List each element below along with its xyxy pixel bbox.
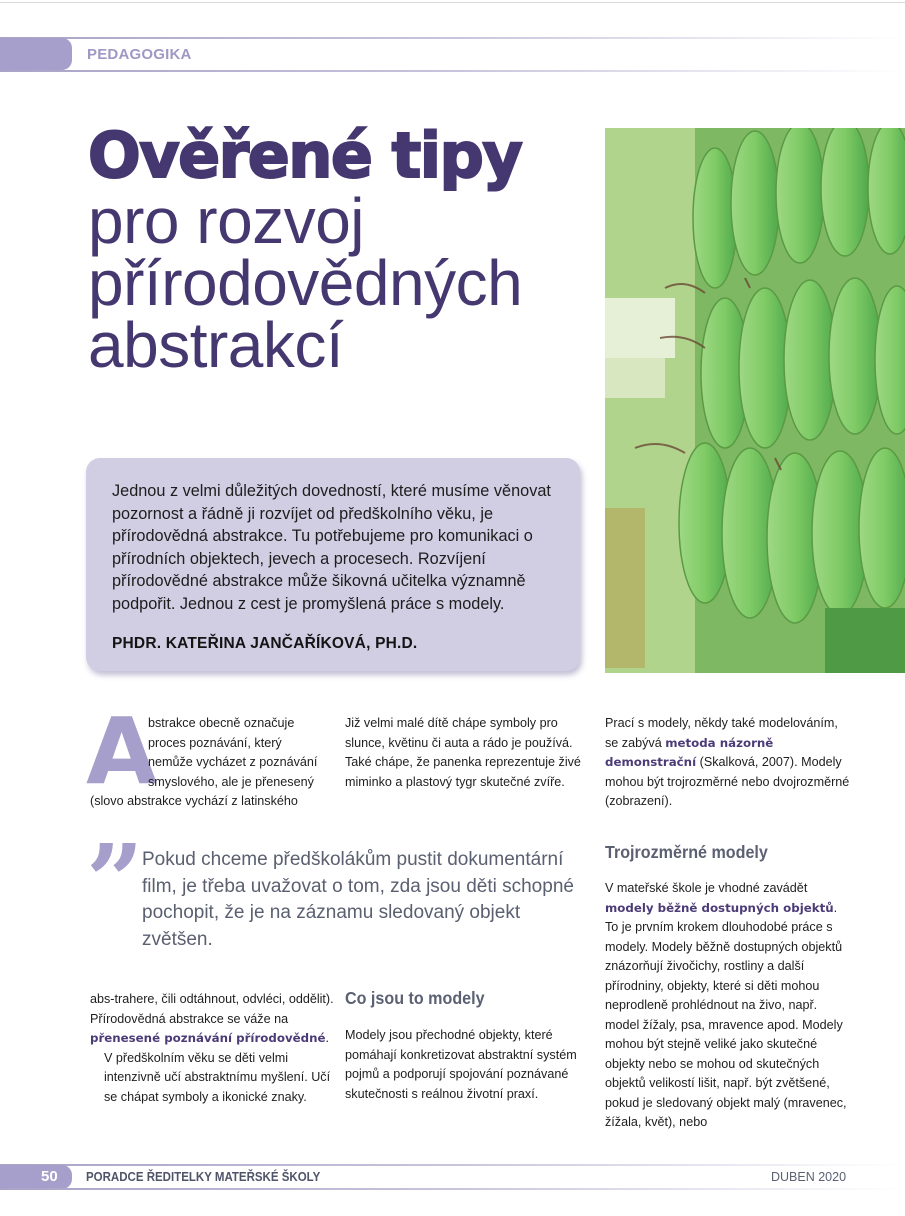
text-line: proces poznávání, který — [148, 735, 282, 750]
text-run: Prací s modely, někdy také modelováním, se zabývá — [605, 716, 838, 750]
paragraph — [605, 714, 850, 812]
section-tab — [0, 38, 72, 70]
text-line: smyslového, ale je přenesený — [148, 774, 314, 789]
column-1-intro — [90, 714, 340, 812]
lead-paragraph: Jednou z velmi důležitých dovedností, které musíme věnovat pozornost a řádně ji rozvíjet od předškolního věku, je přírodovědná abstrakce. Tu potřebujeme pro komunikaci o přírodních objektech, jevech a procesech. Rozvíjení přírodovědné abstrakce může šikovná učitelka významně podpořit. Jednou z cest je promyšlená práce s modely. — [112, 482, 551, 613]
column-2-intro — [345, 714, 590, 792]
text-run: (Skalková, 2007). Modely mohou být trojrozměrné nebo dvojrozměrné (zobrazení). — [605, 755, 850, 808]
author-byline: PHDR. KATEŘINA JANČAŘÍKOVÁ, PH.D. — [112, 635, 418, 652]
paragraph: Modely jsou přechodné objekty, které pomáhají konkretizovat abstraktní systém pojmů a podporují spojování poznávané skutečnosti s reálnou životní praxí. — [345, 1028, 577, 1101]
page-footer — [0, 1164, 905, 1190]
text-run: abs-trahere, čili odtáhnout, odvléci, oddělit). Přírodovědná abstrakce se váže na — [90, 992, 334, 1026]
section-header — [0, 37, 905, 72]
text-run: V mateřské škole je vhodné zavádět — [605, 881, 808, 895]
section-label: PEDAGOGIKA — [87, 46, 192, 63]
pull-quote: Pokud chceme předškolákům pustit dokumentární film, je třeba uvažovat o tom, zda jsou děti schopné pochopit, že je na záznamu sledovaný objekt zvětšen. — [142, 849, 574, 950]
page-number-tab — [0, 1165, 72, 1189]
text-line: bstrakce obecně označuje — [148, 716, 295, 730]
drop-cap: A — [86, 698, 158, 805]
header-rule-top — [0, 37, 905, 39]
text-run: . — [325, 1031, 329, 1045]
banana-photo — [605, 128, 905, 673]
footer-rule-bottom — [0, 1188, 905, 1190]
title-line-2: pro rozvoj — [88, 185, 364, 257]
keyword-highlight: modely běžně dostupných objektů — [605, 900, 834, 915]
header-rule-bottom — [0, 70, 905, 72]
column-2-continued — [345, 1026, 590, 1104]
paragraph — [605, 879, 850, 1133]
subhead-3d-models: Trojrozměrné modely — [605, 842, 768, 862]
article-title — [88, 119, 523, 381]
page-number: 50 — [41, 1168, 58, 1185]
subhead-what-are-models: Co jsou to modely — [345, 988, 485, 1008]
paragraph: V předškolním věku se děti velmi intenzivně učí abstraktnímu myšlení. Učí se chápat symboly a ikonické znaky. — [104, 1050, 331, 1104]
title-line-4: abstrakcí — [88, 309, 344, 381]
title-line-1: Ověřené tipy — [88, 119, 522, 192]
banana-illustration-icon — [605, 128, 905, 673]
column-1-continued — [90, 990, 340, 1107]
paragraph: Již velmi malé dítě chápe symboly pro slunce, květinu či auta a rádo je používá. Také chápe, že panenka reprezentuje živé miminko a plastový tygr skutečné zvíře. — [345, 716, 581, 789]
publication-title: PORADCE ŘEDITELKY MATEŘSKÉ ŠKOLY — [86, 1170, 321, 1184]
keyword-highlight: přenesené poznávání přírodovědné — [90, 1031, 326, 1045]
footer-rule-top — [0, 1164, 905, 1166]
quote-mark-icon: ” — [86, 822, 144, 940]
issue-date: DUBEN 2020 — [771, 1170, 847, 1184]
column-3-continued — [605, 879, 850, 1133]
top-rule — [0, 2, 905, 3]
column-3-intro — [605, 714, 850, 812]
lead-box — [86, 458, 580, 671]
paragraph — [90, 990, 340, 1049]
title-line-3: přírodovědných — [88, 247, 523, 319]
text-run: . To je prvním krokem dlouhodobé práce s modely. Modely běžně dostupných objektů znázorňují živočichy, rostliny a další přírodniny, objekty, které si děti mohou neprodleně prohlédnout na živo, např. model žížaly, psa, mravence apod. Modely mohou být stejně veliké jako skutečné objekty nebo se mohou od skutečných objektů velikostí lišit, např. být zvětšené, pokud je sledovaný objekt malý (mravenec, žížala, květ), nebo — [605, 900, 847, 1129]
text-line: (slovo abstrakce vychází z latinského — [90, 794, 298, 808]
keyword-highlight: metoda názorně demonstrační — [605, 735, 774, 769]
text-line: nemůže vycházet z poznávání — [148, 755, 318, 769]
